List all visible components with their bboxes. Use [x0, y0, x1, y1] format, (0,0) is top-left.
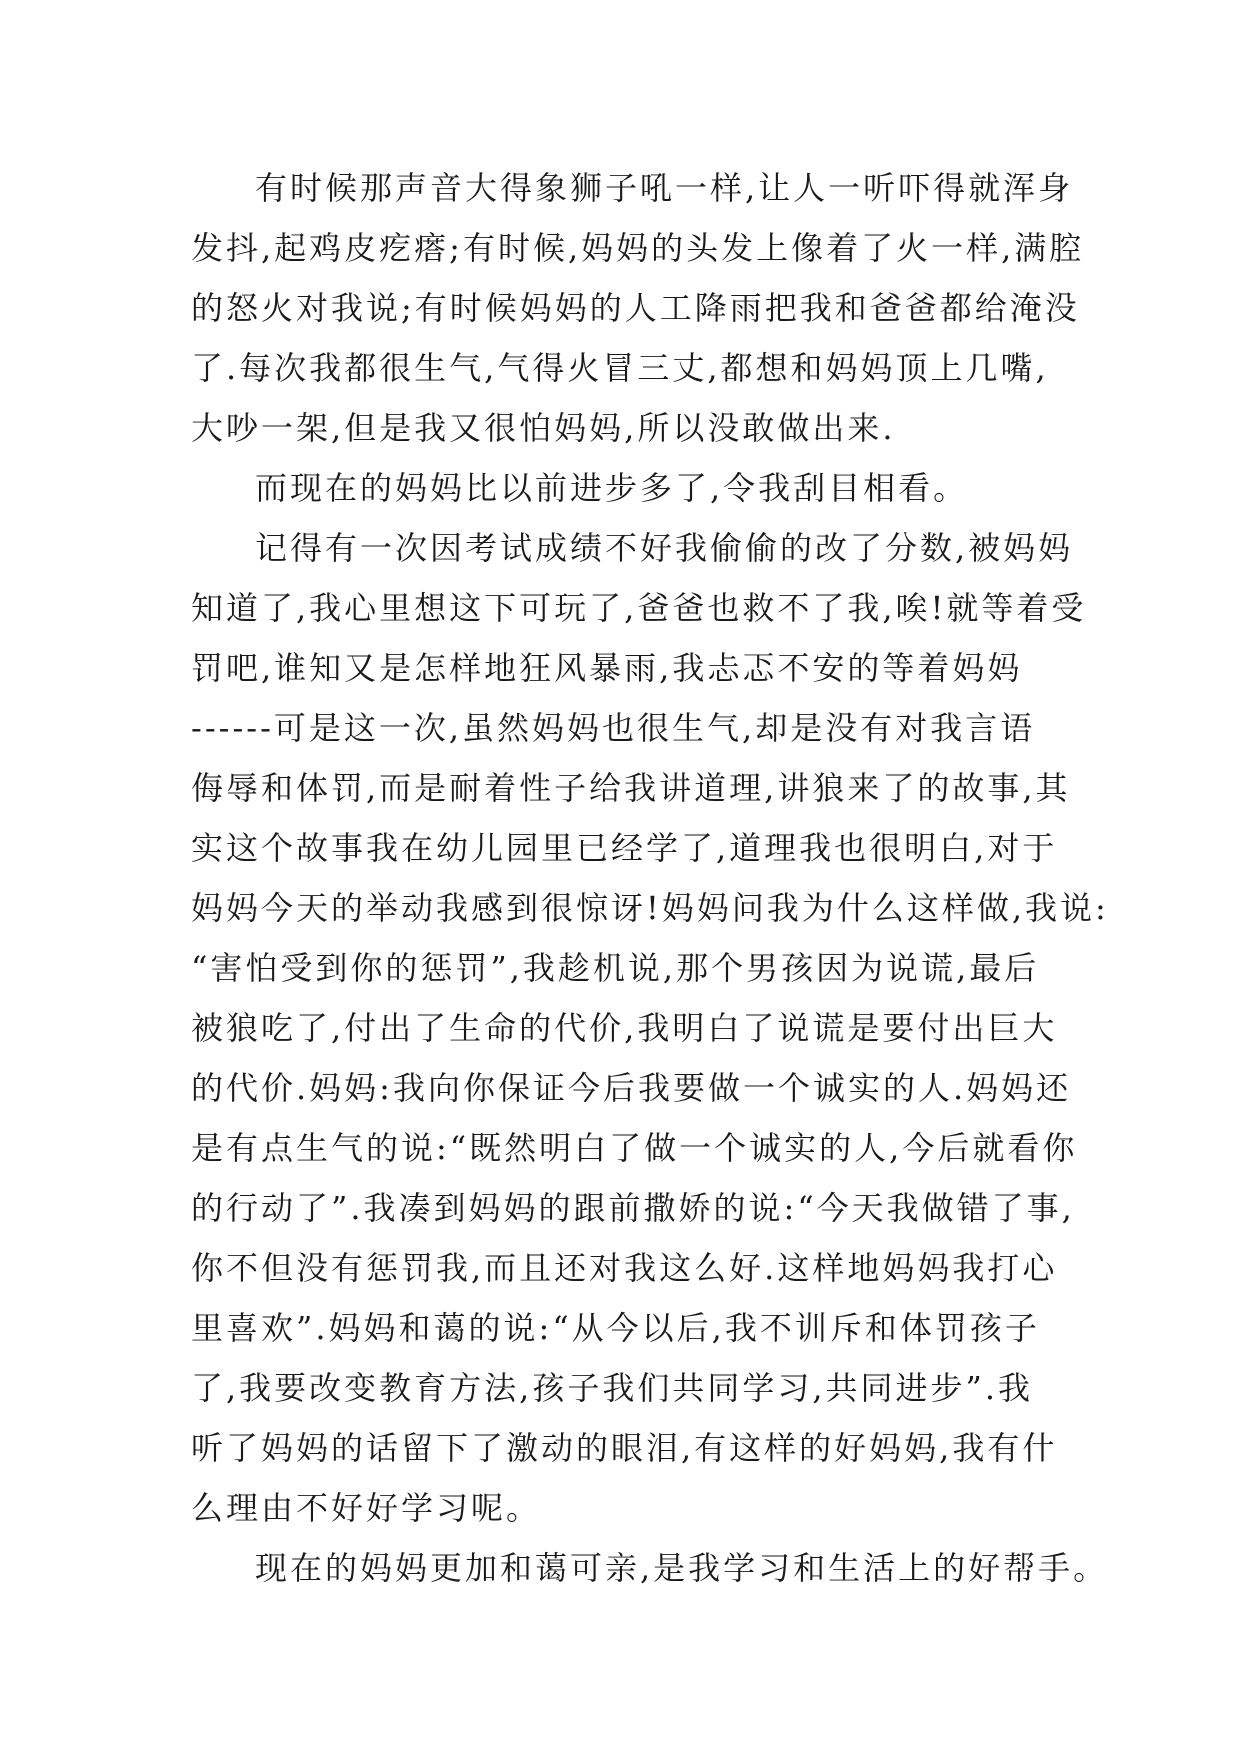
- paragraph-3-line-5: 侮辱和体罚,而是耐着性子给我讲道理,讲狼来了的故事,其: [191, 769, 1071, 807]
- paragraph-3-line-3: 罚吧,谁知又是怎样地狂风暴雨,我忐忑不安的等着妈妈: [191, 649, 1023, 687]
- paragraph-3-line-4: ------可是这一次,虽然妈妈也很生气,却是没有对我言语: [191, 709, 1036, 747]
- paragraph-1-line-2: 发抖,起鸡皮疙瘩;有时候,妈妈的头发上像着了火一样,满腔: [191, 229, 1085, 267]
- paragraph-1-line-1: 有时候那声音大得象狮子吼一样,让人一听吓得就浑身: [255, 169, 1074, 207]
- paragraph-3-line-7: 妈妈今天的举动我感到很惊讶!妈妈问我为什么这样做,我说:: [191, 889, 1109, 927]
- paragraph-3-line-16: 听了妈妈的话留下了激动的眼泪,有这样的好妈妈,我有什: [191, 1429, 1058, 1467]
- paragraph-1-line-3: 的怒火对我说;有时候妈妈的人工降雨把我和爸爸都给淹没: [191, 289, 1080, 327]
- paragraph-3-line-17: 么理由不好好学习呢。: [191, 1489, 542, 1527]
- paragraph-3-line-8: “害怕受到你的惩罚”,我趁机说,那个男孩因为说谎,最后: [191, 949, 1040, 987]
- paragraph-1-line-4: 了.每次我都很生气,气得火冒三丈,都想和妈妈顶上几嘴,: [191, 349, 1049, 387]
- paragraph-3-line-6: 实这个故事我在幼儿园里已经学了,道理我也很明白,对于: [191, 829, 1058, 867]
- paragraph-3-line-15: 了,我要改变教育方法,孩子我们共同学习,共同进步”.我: [191, 1369, 1034, 1407]
- paragraph-3-line-12: 的行动了”.我凑到妈妈的跟前撒娇的说:“今天我做错了事,: [191, 1189, 1075, 1227]
- paragraph-3-line-2: 知道了,我心里想这下可玩了,爸爸也救不了我,唉!就等着受: [191, 589, 1087, 627]
- paragraph-3-line-9: 被狼吃了,付出了生命的代价,我明白了说谎是要付出巨大: [191, 1009, 1058, 1047]
- paragraph-1-line-5: 大吵一架,但是我又很怕妈妈,所以没敢做出来.: [191, 409, 896, 447]
- paragraph-3-line-11: 是有点生气的说:“既然明白了做一个诚实的人,今后就看你: [191, 1129, 1078, 1167]
- paragraph-3-line-13: 你不但没有惩罚我,而且还对我这么好.这样地妈妈我打心: [191, 1249, 1058, 1287]
- paragraph-3-line-14: 里喜欢”.妈妈和蔼的说:“从今以后,我不训斥和体罚孩子: [191, 1309, 1040, 1347]
- paragraph-4-line-1: 现在的妈妈更加和蔼可亲,是我学习和生活上的好帮手。: [255, 1549, 1109, 1587]
- paragraph-3-line-10: 的代价.妈妈:我向你保证今后我要做一个诚实的人.妈妈还: [191, 1069, 1072, 1107]
- paragraph-3-line-1: 记得有一次因考试成绩不好我偷偷的改了分数,被妈妈: [255, 529, 1074, 567]
- document-body: [191, 158, 1109, 1598]
- paragraph-2-line-1: 而现在的妈妈比以前进步多了,令我刮目相看。: [255, 469, 969, 507]
